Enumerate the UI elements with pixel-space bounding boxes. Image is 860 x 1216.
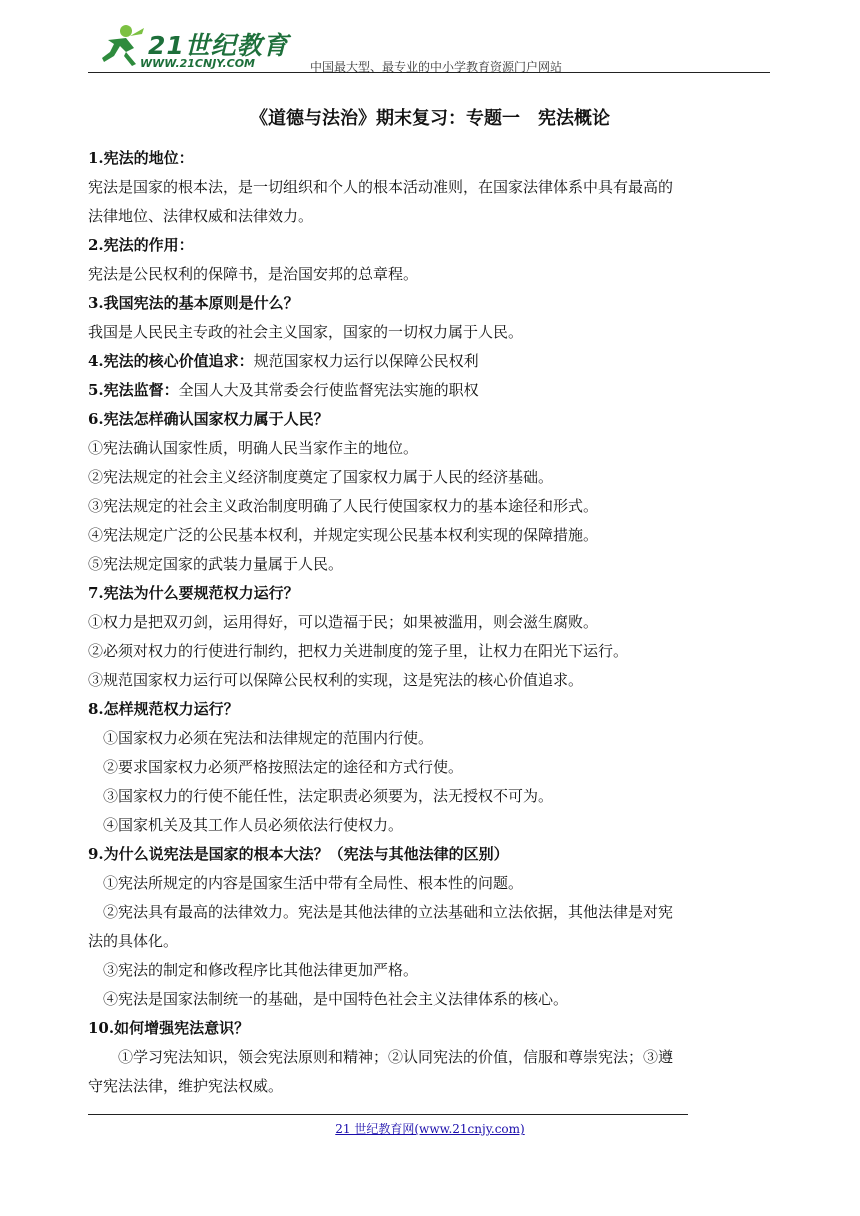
heading-text: 9.为什么说宪法是国家的根本大法？（宪法与其他法律的区别） [88, 845, 509, 863]
body-text: ⑤宪法规定国家的武装力量属于人民。 [88, 555, 344, 573]
text-line [103, 728, 433, 748]
body-text: 宪法是国家的根本法，是一切组织和个人的根本活动准则，在国家法律体系中具有最高的 [88, 178, 674, 196]
text-line [88, 931, 178, 951]
site-tagline: 中国最大型、最专业的中小学教育资源门户网站 [310, 60, 563, 74]
text-line [103, 902, 673, 922]
heading-text: 6.宪法怎样确认国家权力属于人民？ [88, 410, 329, 428]
body-text: 我国是人民民主专政的社会主义国家，国家的一切权力属于人民。 [88, 323, 524, 341]
text-line [103, 757, 463, 777]
runner-icon [96, 22, 146, 70]
body-text: ③规范国家权力运行可以保障公民权利的实现，这是宪法的核心价值追求。 [88, 671, 584, 689]
section-heading [88, 583, 299, 603]
body-text: 法的具体化。 [88, 932, 179, 950]
heading-text: 4.宪法的核心价值追求： [88, 352, 254, 370]
body-text: ③宪法的制定和修改程序比其他法律更加严格。 [103, 961, 419, 979]
body-text: ①权力是把双刃剑，运用得好，可以造福于民；如果被滥用，则会滋生腐败。 [88, 613, 599, 631]
logo-text: 21世纪教育 [148, 31, 289, 60]
body-text: 规范国家权力运行以保障公民权利 [253, 352, 479, 370]
footer-divider [88, 1114, 688, 1115]
text-line [118, 1047, 673, 1067]
text-line [88, 351, 479, 371]
body-text: ①宪法确认国家性质，明确人民当家作主的地位。 [88, 439, 419, 457]
body-text: ②要求国家权力必须严格按照法定的途径和方式行使。 [103, 758, 464, 776]
text-line [88, 467, 553, 487]
body-text: ③国家权力的行使不能任性，法定职责必须要为，法无授权不可为。 [103, 787, 554, 805]
page-header [88, 18, 770, 76]
heading-text: 1.宪法的地位： [88, 149, 194, 167]
body-text: ④宪法是国家法制统一的基础，是中国特色社会主义法律体系的核心。 [103, 990, 569, 1008]
site-logo[interactable] [96, 22, 326, 72]
section-heading [88, 293, 299, 313]
text-line [88, 438, 418, 458]
body-text: 法律地位、法律权威和法律效力。 [88, 207, 314, 225]
body-text: ①宪法所规定的内容是国家生活中带有全局性、根本性的问题。 [103, 874, 524, 892]
heading-text: 10.如何增强宪法意识？ [88, 1019, 250, 1037]
heading-text: 5.宪法监督： [88, 381, 179, 399]
heading-text: 3.我国宪法的基本原则是什么？ [88, 294, 299, 312]
text-line [88, 554, 343, 574]
section-heading [88, 844, 509, 864]
text-line [88, 1076, 283, 1096]
heading-text: 7.宪法为什么要规范权力运行？ [88, 584, 299, 602]
text-line [88, 322, 523, 342]
text-line [88, 380, 479, 400]
page-title: 《道德与法治》期末复习：专题一 宪法概论 [250, 108, 610, 129]
body-text: ②宪法规定的社会主义经济制度奠定了国家权力属于人民的经济基础。 [88, 468, 554, 486]
body-text: ②必须对权力的行使进行制约，把权力关进制度的笼子里，让权力在阳光下运行。 [88, 642, 629, 660]
text-line [88, 264, 418, 284]
text-line [88, 177, 673, 197]
body-text: ④国家机关及其工作人员必须依法行使权力。 [103, 816, 404, 834]
body-text: ③宪法规定的社会主义政治制度明确了人民行使国家权力的基本途径和形式。 [88, 497, 599, 515]
text-line [103, 815, 403, 835]
text-line [88, 525, 598, 545]
text-line [103, 960, 418, 980]
section-heading [88, 235, 194, 255]
body-text: ②宪法具有最高的法律效力。宪法是其他法律的立法基础和立法依据，其他法律是对宪 [103, 903, 674, 921]
text-line [103, 989, 568, 1009]
body-text: ①国家权力必须在宪法和法律规定的范围内行使。 [103, 729, 434, 747]
heading-text: 8.怎样规范权力运行？ [88, 700, 239, 718]
text-line [103, 873, 523, 893]
section-heading [88, 699, 239, 719]
section-heading [88, 1018, 249, 1038]
text-line [88, 612, 598, 632]
text-line [88, 496, 598, 516]
heading-text: 2.宪法的作用： [88, 236, 194, 254]
text-line [88, 670, 583, 690]
body-text: ①学习宪法知识，领会宪法原则和精神；②认同宪法的价值，信服和尊崇宪法；③遵 [118, 1048, 674, 1066]
body-text: ④宪法规定广泛的公民基本权利，并规定实现公民基本权利实现的保障措施。 [88, 526, 599, 544]
footer-link[interactable]: 21 世纪教育网(www.21cnjy.com) [335, 1122, 525, 1136]
section-heading [88, 148, 194, 168]
body-text: 宪法是公民权利的保障书，是治国安邦的总章程。 [88, 265, 419, 283]
body-text: 守宪法法律，维护宪法权威。 [88, 1077, 284, 1095]
logo-url: WWW.21CNJY.COM [140, 57, 255, 70]
text-line [103, 786, 553, 806]
header-divider [88, 72, 770, 73]
body-text: 全国人大及其常委会行使监督宪法实施的职权 [178, 381, 479, 399]
section-heading [88, 409, 329, 429]
text-line [88, 641, 628, 661]
text-line [88, 206, 313, 226]
